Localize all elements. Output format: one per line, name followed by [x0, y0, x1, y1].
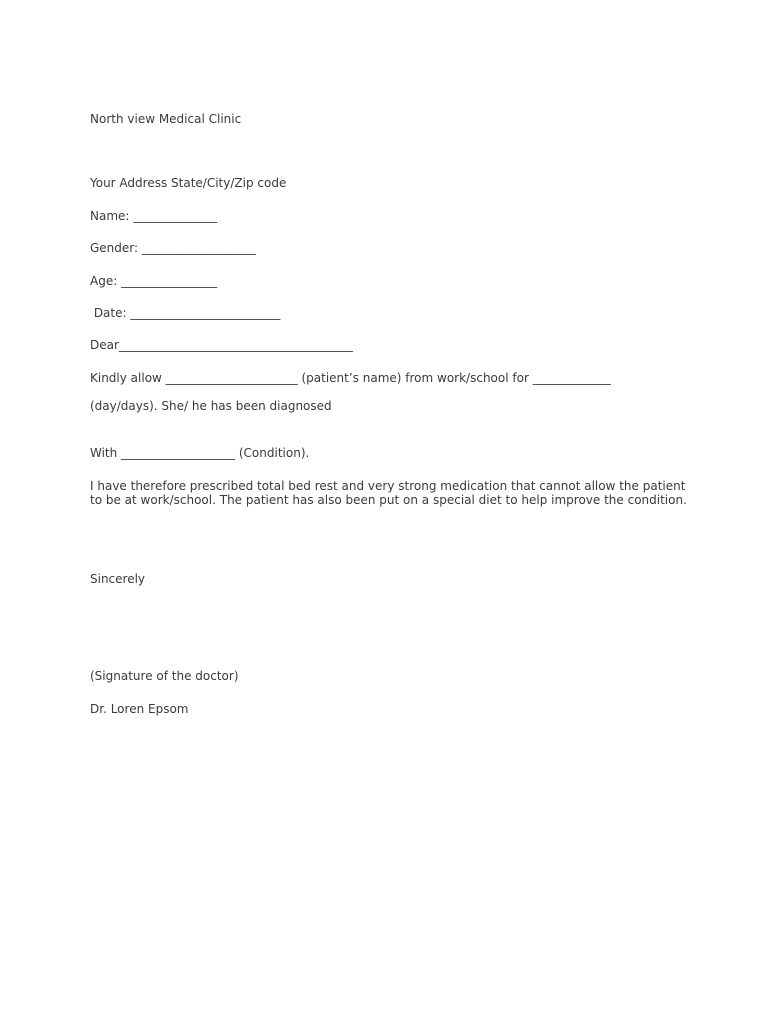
clinic-name: North view Medical Clinic	[90, 112, 242, 126]
salutation-line: Dear_______________________________________	[90, 338, 353, 352]
date-field-line: Date: _________________________	[90, 306, 281, 320]
allow-sentence-line: Kindly allow ______________________ (patient’s name) from work/school for _____________	[90, 371, 611, 385]
closing-line: Sincerely	[90, 572, 146, 586]
condition-line: With ___________________ (Condition).	[90, 446, 310, 460]
address-line: Your Address State/City/Zip code	[90, 176, 287, 190]
body-paragraph: I have therefore prescribed total bed rest and very strong medication that cannot allow the patient to be at work/school. The patient has also been put on a special diet to help improve the condition.	[90, 479, 687, 507]
name-field-line: Name: ______________	[90, 209, 218, 223]
age-field-line: Age: ________________	[90, 274, 218, 288]
doctor-name: Dr. Loren Epsom	[90, 702, 189, 716]
signature-label: (Signature of the doctor)	[90, 669, 239, 683]
gender-field-line: Gender: ___________________	[90, 241, 256, 255]
diagnosis-sentence-line: (day/days). She/ he has been diagnosed	[90, 399, 332, 413]
